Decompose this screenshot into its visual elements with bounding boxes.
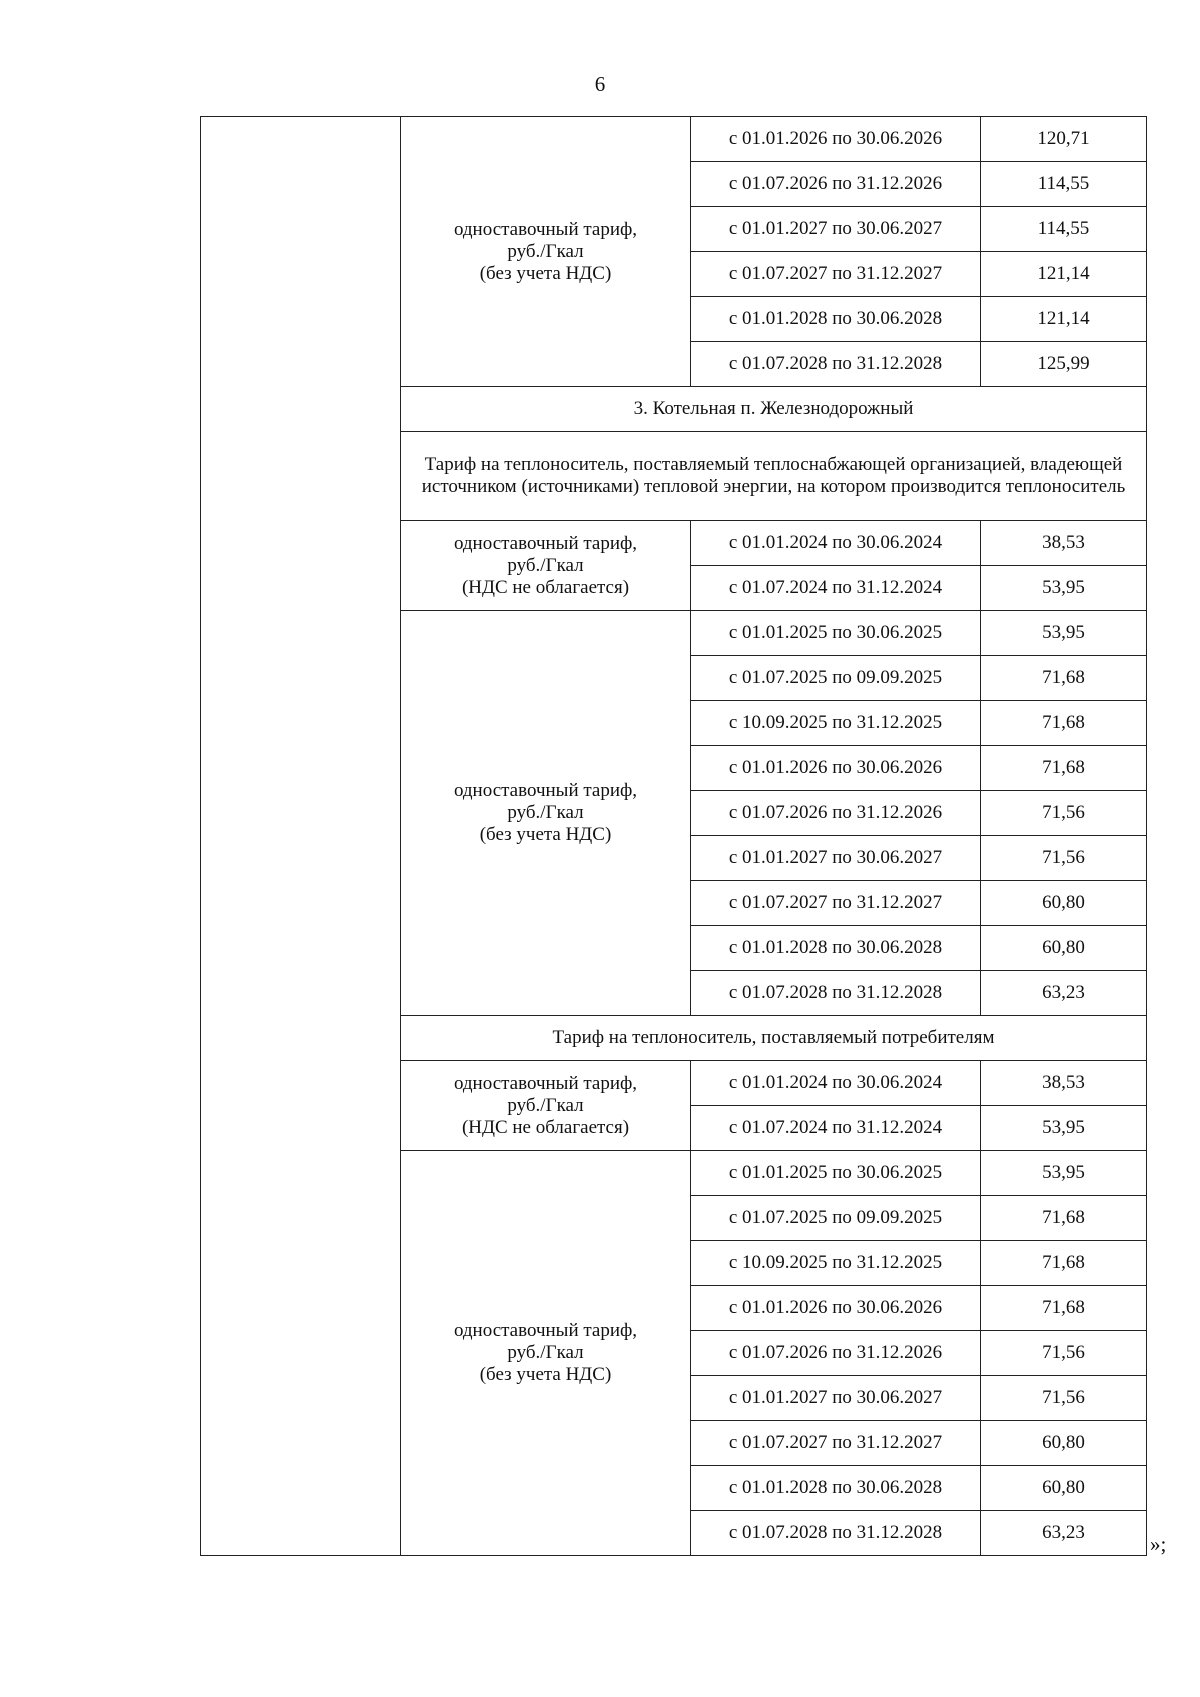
tariff-type-cell [401, 1151, 691, 1556]
tariff-type-line: одноставочный тариф, [453, 218, 638, 240]
closing-quote-mark: »; [1150, 1532, 1167, 1556]
value-cell: 53,95 [981, 1151, 1147, 1196]
period-cell: с 01.01.2026 по 30.06.2026 [691, 117, 981, 162]
subsection-heading: Тариф на теплоноситель, поставляемый потребителям [401, 1016, 1147, 1061]
tariff-type-cell [401, 117, 691, 387]
value-cell: 60,80 [981, 1466, 1147, 1511]
value-cell: 71,68 [981, 656, 1147, 701]
value-cell: 53,95 [981, 1106, 1147, 1151]
period-cell: с 01.01.2026 по 30.06.2026 [691, 746, 981, 791]
value-cell: 71,68 [981, 1286, 1147, 1331]
period-cell: с 01.07.2027 по 31.12.2027 [691, 1421, 981, 1466]
value-cell: 63,23 [981, 971, 1147, 1016]
period-cell: с 01.01.2027 по 30.06.2027 [691, 1376, 981, 1421]
tariff-type-line: одноставочный тариф, [453, 1320, 638, 1341]
value-cell: 121,14 [981, 297, 1147, 342]
period-cell: с 01.01.2026 по 30.06.2026 [691, 1286, 981, 1331]
period-cell: с 10.09.2025 по 31.12.2025 [691, 1241, 981, 1286]
tariff-type-line: (НДС не облагается) [461, 576, 630, 598]
period-cell: с 01.01.2027 по 30.06.2027 [691, 207, 981, 252]
period-cell: с 01.01.2028 по 30.06.2028 [691, 297, 981, 342]
period-cell: с 01.01.2028 по 30.06.2028 [691, 926, 981, 971]
period-cell: с 01.01.2025 по 30.06.2025 [691, 611, 981, 656]
value-cell: 60,80 [981, 926, 1147, 971]
section-title: 3. Котельная п. Железнодорожный [401, 387, 1147, 432]
page-number: 6 [594, 72, 606, 96]
value-cell: 125,99 [981, 342, 1147, 387]
tariff-type-line: руб./Гкал [507, 1342, 584, 1363]
value-cell: 121,14 [981, 252, 1147, 297]
table-row [201, 117, 1147, 162]
tariff-type-line: руб./Гкал [507, 1094, 584, 1116]
value-cell: 60,80 [981, 1421, 1147, 1466]
tariff-type-line: (без учета НДС) [479, 262, 612, 284]
tariff-type-line: (без учета НДС) [479, 824, 612, 845]
period-cell: с 01.07.2026 по 31.12.2026 [691, 162, 981, 207]
period-cell: с 01.01.2027 по 30.06.2027 [691, 836, 981, 881]
value-cell: 71,56 [981, 791, 1147, 836]
tariff-type-line: одноставочный тариф, [453, 532, 638, 554]
period-cell: с 01.07.2027 по 31.12.2027 [691, 881, 981, 926]
organization-name-cell [201, 117, 401, 1556]
period-cell: с 01.07.2024 по 31.12.2024 [691, 566, 981, 611]
value-cell: 71,68 [981, 701, 1147, 746]
tariff-type-line: одноставочный тариф, [453, 1072, 638, 1094]
tariff-table [200, 116, 1147, 1556]
period-cell: с 01.07.2028 по 31.12.2028 [691, 1511, 981, 1556]
tariff-type-line: (НДС не облагается) [461, 1116, 630, 1138]
tariff-type-line: руб./Гкал [507, 554, 584, 576]
period-cell: с 01.07.2026 по 31.12.2026 [691, 1331, 981, 1376]
value-cell: 114,55 [981, 162, 1147, 207]
period-cell: с 01.07.2028 по 31.12.2028 [691, 342, 981, 387]
value-cell: 53,95 [981, 611, 1147, 656]
period-cell: с 01.07.2025 по 09.09.2025 [691, 656, 981, 701]
value-cell: 71,68 [981, 746, 1147, 791]
value-cell: 38,53 [981, 1061, 1147, 1106]
value-cell: 71,68 [981, 1241, 1147, 1286]
tariff-type-line: одноставочный тариф, [453, 780, 638, 801]
value-cell: 71,56 [981, 836, 1147, 881]
value-cell: 60,80 [981, 881, 1147, 926]
period-cell: с 10.09.2025 по 31.12.2025 [691, 701, 981, 746]
value-cell: 120,71 [981, 117, 1147, 162]
value-cell: 114,55 [981, 207, 1147, 252]
value-cell: 38,53 [981, 521, 1147, 566]
period-cell: с 01.07.2024 по 31.12.2024 [691, 1106, 981, 1151]
period-cell: с 01.07.2028 по 31.12.2028 [691, 971, 981, 1016]
period-cell: с 01.01.2028 по 30.06.2028 [691, 1466, 981, 1511]
tariff-type-line: руб./Гкал [507, 802, 584, 823]
tariff-type-line: (без учета НДС) [479, 1364, 612, 1385]
value-cell: 63,23 [981, 1511, 1147, 1556]
period-cell: с 01.01.2024 по 30.06.2024 [691, 521, 981, 566]
value-cell: 53,95 [981, 566, 1147, 611]
tariff-type-line: руб./Гкал [507, 240, 584, 262]
period-cell: с 01.07.2027 по 31.12.2027 [691, 252, 981, 297]
tariff-table-body [201, 117, 1147, 1556]
period-cell: с 01.01.2024 по 30.06.2024 [691, 1061, 981, 1106]
value-cell: 71,56 [981, 1331, 1147, 1376]
tariff-type-cell [401, 611, 691, 1016]
subsection-heading: Тариф на теплоноситель, поставляемый теплоснабжающей организацией, владеющей источником (источниками) тепловой энергии, на котором производится теплоноситель [401, 432, 1147, 521]
value-cell: 71,68 [981, 1196, 1147, 1241]
value-cell: 71,56 [981, 1376, 1147, 1421]
tariff-type-cell [401, 1061, 691, 1151]
period-cell: с 01.07.2025 по 09.09.2025 [691, 1196, 981, 1241]
tariff-type-cell [401, 521, 691, 611]
period-cell: с 01.01.2025 по 30.06.2025 [691, 1151, 981, 1196]
period-cell: с 01.07.2026 по 31.12.2026 [691, 791, 981, 836]
